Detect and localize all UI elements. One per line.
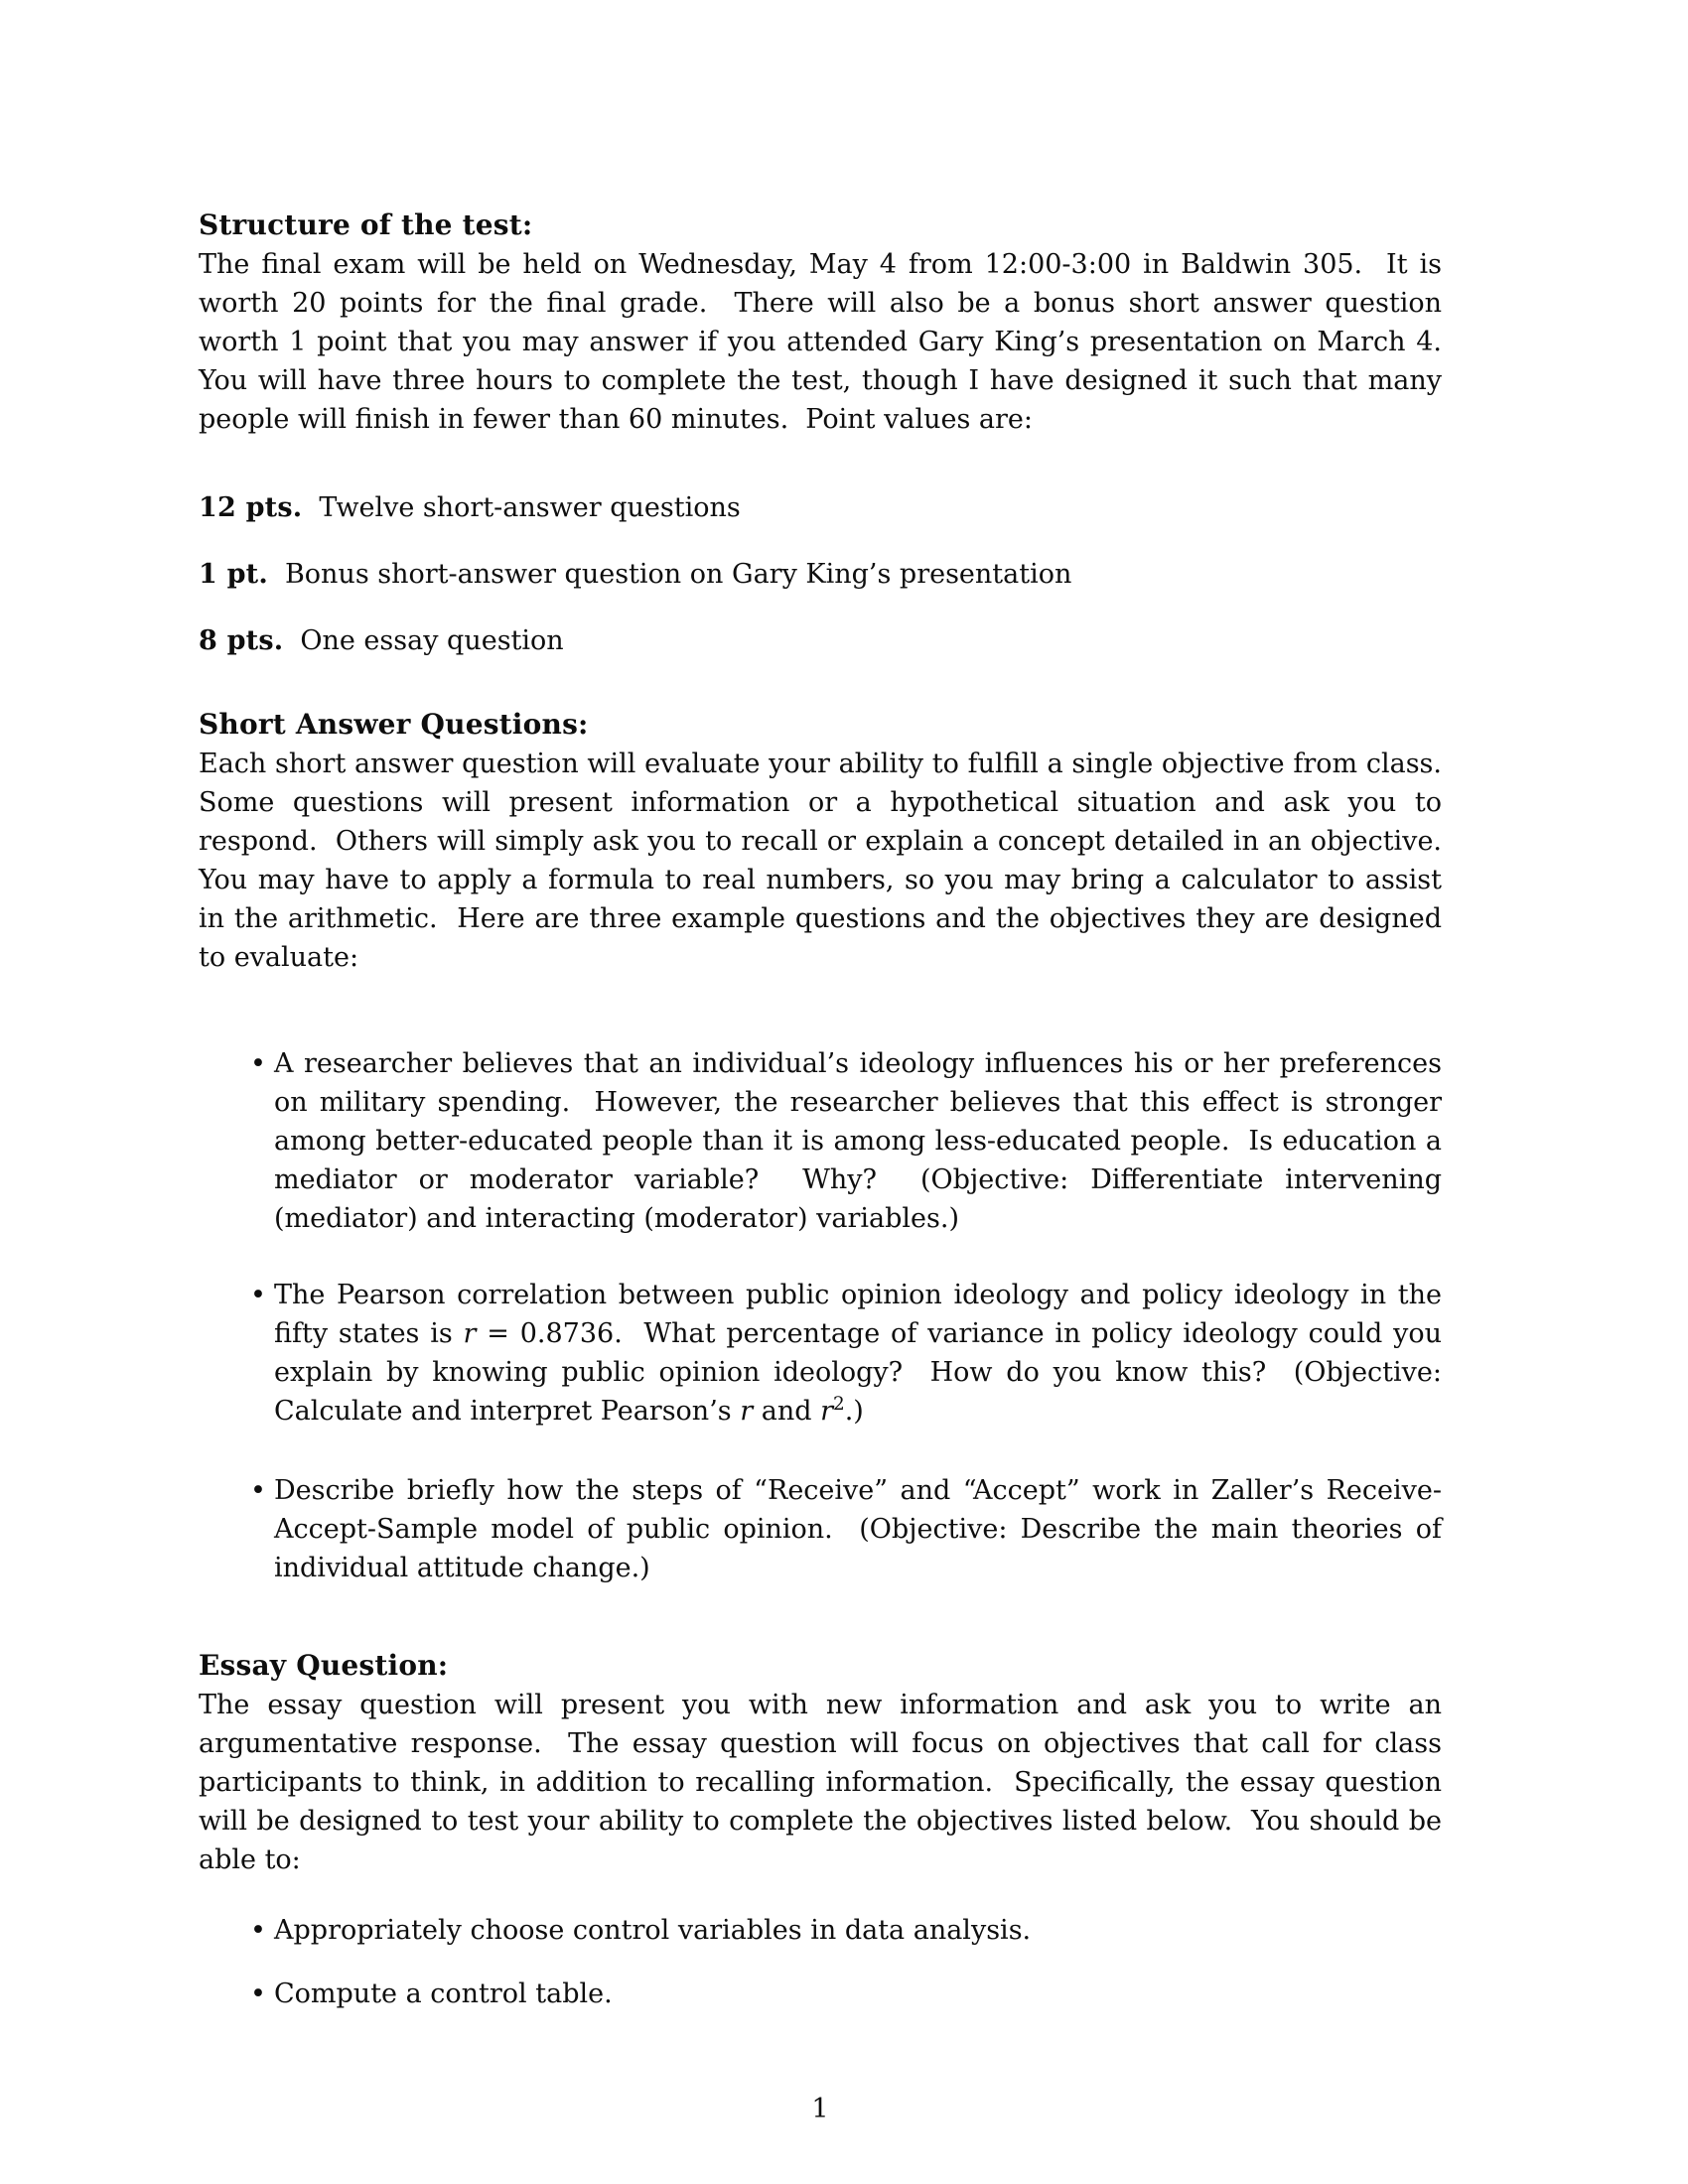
bullet-icon: • bbox=[250, 1475, 266, 1506]
example-question-item bbox=[250, 1044, 1451, 1238]
page-footer bbox=[199, 2090, 1442, 2128]
text-run: and bbox=[753, 1396, 821, 1427]
bullet-icon: • bbox=[250, 1979, 266, 2009]
bullet-icon: • bbox=[250, 1048, 266, 1079]
essay-objectives-list bbox=[199, 1911, 1442, 2013]
bullet-icon: • bbox=[250, 1280, 266, 1310]
example-question-item bbox=[250, 1471, 1451, 1587]
text-run: = 0.8736. What percentage of variance in policy ideology could you explain by knowing public opinion ideology? How do you know this? (Objective: Calculate and interpret Pearson’s bbox=[274, 1318, 1451, 1427]
example-question-text bbox=[274, 1044, 1451, 1238]
text-run: The Pearson correlation between public opinion ideology and policy ideology in the fifty states is bbox=[274, 1280, 1451, 1349]
essay-heading: Essay Question: bbox=[199, 1649, 449, 1682]
point-text: One essay question bbox=[300, 625, 564, 656]
bullet-icon: • bbox=[250, 1915, 266, 1946]
point-label: 8 pts. bbox=[199, 625, 284, 656]
example-question-text bbox=[274, 1471, 1451, 1587]
point-values-list bbox=[199, 488, 1442, 660]
text-run: A researcher believes that an individual’s ideology influences his or her preferences on military spending. However, the researcher believes that this effect is stronger among better-educated people than it is among less-educated people. Is education a mediator or moderator variable? Why? (Objective: Differentiate intervening (mediator) and interacting (moderator) variables.) bbox=[274, 1048, 1451, 1234]
objective-text: Appropriately choose control variables in data analysis. bbox=[274, 1915, 1032, 1946]
point-label: 12 pts. bbox=[199, 492, 303, 523]
math-superscript-2: 2 bbox=[833, 1393, 845, 1415]
math-r: r bbox=[740, 1396, 754, 1427]
point-text: Twelve short-answer questions bbox=[319, 492, 741, 523]
example-question-item bbox=[250, 1276, 1451, 1433]
example-question-text bbox=[274, 1276, 1451, 1433]
essay-paragraph: The essay question will present you with new information and ask you to write an argumentative response. The essay question will focus on objectives that call for class participants to think, in addition to recalling information. Specifically, the essay question will be designed to test your ability to complete the objectives listed below. You should be able to: bbox=[199, 1690, 1451, 1875]
point-text: Bonus short-answer question on Gary King’s presentation bbox=[284, 559, 1072, 590]
text-run: Describe briefly how the steps of “Receive” and “Accept” work in Zaller’s Receive-Accept-Sample model of public opinion. (Objective: Describe the main theories of individual attitude change.) bbox=[274, 1475, 1451, 1583]
math-r: r bbox=[820, 1396, 833, 1427]
math-r: r bbox=[463, 1318, 477, 1349]
structure-paragraph: The final exam will be held on Wednesday, May 4 from 12:00-3:00 in Baldwin 305. It is worth 20 points for the final grade. There will also be a bonus short answer question worth 1 point that you may answer if you attended Gary King’s presentation on March 4. You will have three hours to complete the test, though I have designed it such that many people will finish in fewer than 60 minutes. Point values are: bbox=[199, 249, 1460, 435]
section-short-answer-questions bbox=[199, 704, 1460, 977]
section-structure-of-test bbox=[199, 205, 1460, 439]
point-item bbox=[199, 488, 1442, 527]
example-questions-list bbox=[199, 1044, 1451, 1587]
objective-text: Compute a control table. bbox=[274, 1979, 613, 2009]
point-label: 1 pt. bbox=[199, 559, 268, 590]
structure-heading: Structure of the test: bbox=[199, 208, 533, 241]
short-answer-heading: Short Answer Questions: bbox=[199, 708, 589, 741]
objective-item bbox=[250, 1911, 1442, 1950]
objective-item bbox=[250, 1975, 1442, 2013]
section-essay-question bbox=[199, 1645, 1451, 1879]
short-answer-paragraph: Each short answer question will evaluate your ability to fulfill a single objective from class. Some questions will present information or a hypothetical situation and ask you to respond. Others will simply ask you to recall or explain a concept detailed in an objective. You may have to apply a formula to real numbers, so you may bring a calculator to assist in the arithmetic. Here are three example questions and the objectives they are designed to evaluate: bbox=[199, 749, 1460, 973]
page-number: 1 bbox=[811, 2094, 829, 2124]
point-item bbox=[199, 621, 1442, 660]
point-item bbox=[199, 555, 1442, 594]
document-content bbox=[199, 205, 1460, 2013]
text-run: .) bbox=[844, 1396, 864, 1427]
